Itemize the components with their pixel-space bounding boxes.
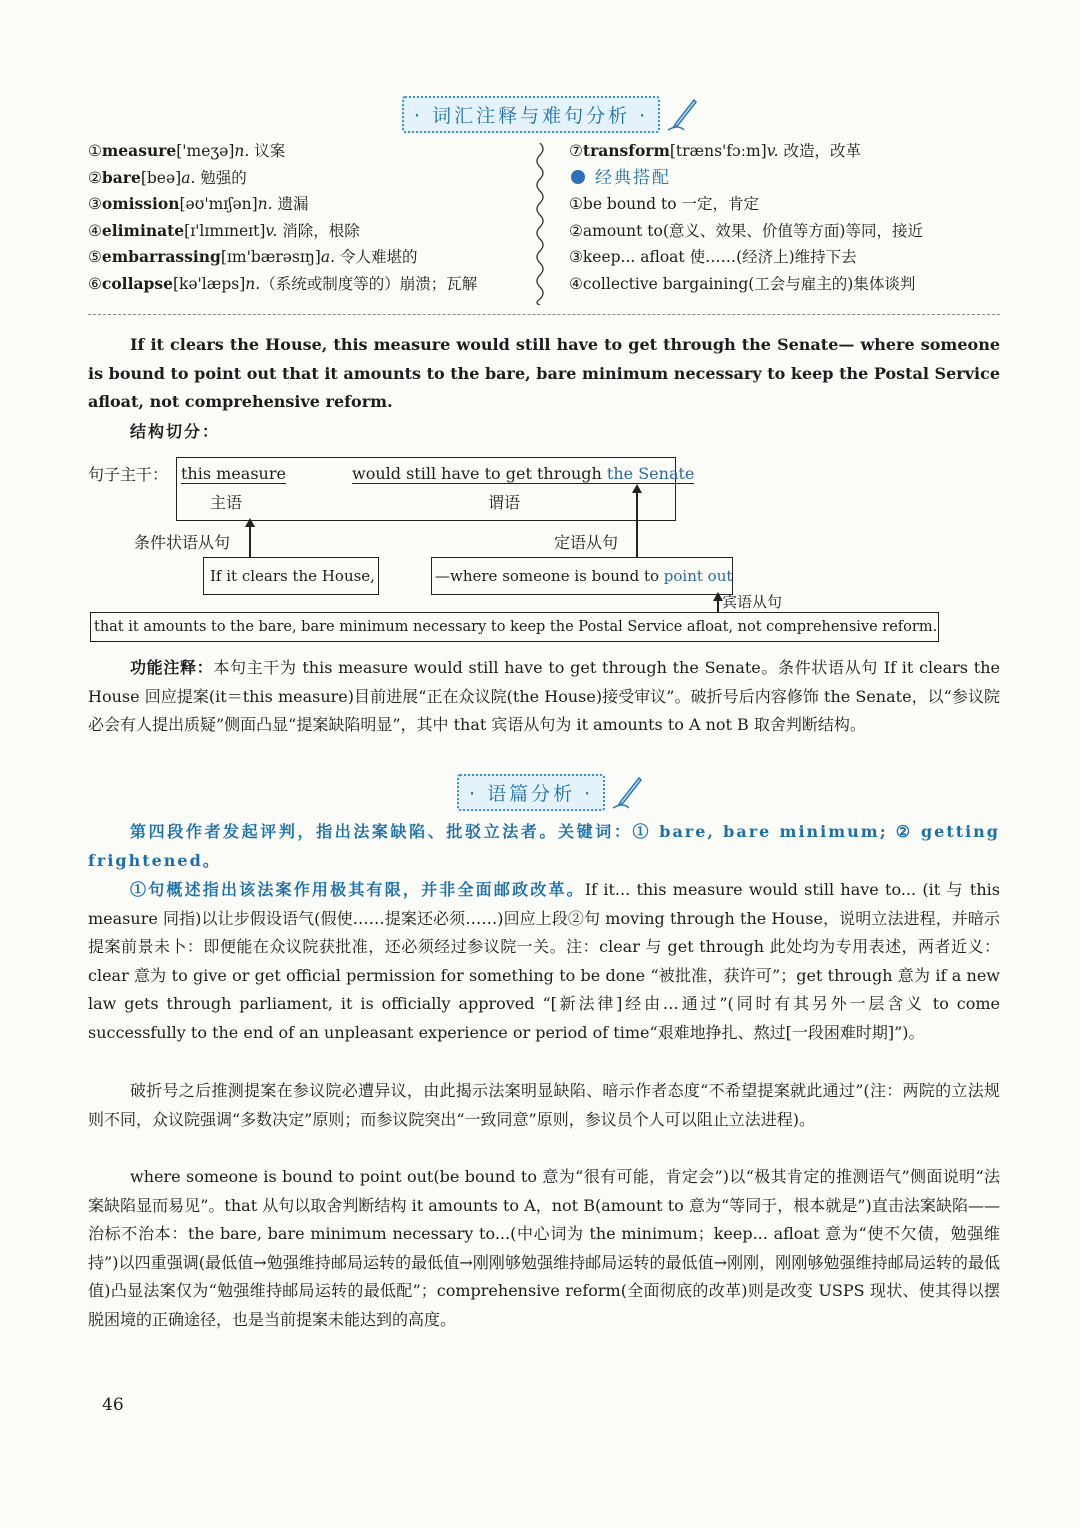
function-note-label: 功能注释： [130,658,214,677]
paragraph-analysis-2: 破折号之后推测提案在参议院必遭异议，由此揭示法案明显缺陷、暗示作者态度“不希望提案就此通过”(注：两院的立法规则不同，众议院强调“多数决定”原则；而参议院突出“一致同意”原则，参议员个人可以阻止立法进程)。 [88,1081,1000,1129]
bullet-dot-icon [571,170,585,184]
vocab-item: ②bare[beə]a. 勉强的 [88,167,247,187]
vocab-section-title: · 词汇注释与难句分析 · [402,96,660,133]
paragraph-analysis-3: where someone is bound to point out(be bound to 意为“很有可能，肯定会”)以“极其肯定的推测语气”侧面说明“法案缺陷显而易见”。that 从句以取舍判断结构 it amounts to A，not B(amount to 意为“等同于，根本就是”)直击法案缺陷——治标不治本：the bare, bare minimum necessary to...(中心词为 the minimum；keep... afloat 意为“使不欠债，勉强维持”)以四重强调(最低值→勉强维持邮局运转的最低值→刚刚够勉强维持邮局运转的最低值→刚刚，刚刚够勉强维持邮局运转的最低值)凸显法案仅为“勉强维持邮局运转的最低配”；comprehensive reform(全面彻底的改革)则是改变 USPS 现状、使其得以摆脱困境的正确途径，也是当前提案未能达到的高度。 [88,1167,1000,1329]
pen-icon [664,97,700,133]
paragraph-summary: 第四段作者发起评判，指出法案缺陷、批驳立法者。关键词：① bare, bare minimum; ② getting frightened。 [88,822,1000,870]
collocation-item: ①be bound to 一定，肯定 [569,195,759,214]
vocab-item: ⑥collapse[kə'læps]n.（系统或制度等的）崩溃；瓦解 [88,273,478,293]
page-number: 46 [102,1395,124,1415]
function-note [88,654,1000,740]
collocation-header [569,165,923,192]
cond-clause-label: 条件状语从句 [134,533,231,552]
main-clause-label: 句子主干： [88,465,169,484]
attr-clause-label: 定语从句 [554,533,619,552]
obj-clause-label: 宾语从句 [722,593,783,611]
cond-clause-box: If it clears the House, [203,557,379,595]
discourse-section-header [457,774,645,811]
obj-clause-box: that it amounts to the bare, bare minimum necessary to keep the Postal Service afloat, not comprehensive reform. [90,612,939,642]
arrow-up-icon [244,518,256,528]
vocab-list-left [88,138,477,298]
predicate-text: would still have to get through the Senate [352,464,695,483]
connector-line [636,487,638,557]
function-note-text: 本句主干为 this measure would still have to get through the Senate。条件状语从句 If it clears the House 回应提案(it＝this measure)目前进展“正在众议院(the House)接受审议”。破折号后内容修饰 the Senate，以“参议院必会有人提出质疑”侧面凸显“提案缺陷明显”，其中 that 宾语从句为 it amounts to A not B 取舍判断结构。 [88,658,1000,735]
vocab-item: ⑦transform[træns'fɔːm]v. 改造，改革 [569,141,861,160]
arrow-up-icon [631,484,643,494]
predicate-role: 谓语 [488,493,521,512]
dashed-divider [88,314,1000,315]
discourse-section-title: · 语篇分析 · [457,774,605,811]
key-sentence: If it clears the House, this measure would still have to get through the Senate— where someone is bound to point out that it amounts to the bare, bare minimum necessary to keep the Postal Service afloat, not comprehensive reform. [88,335,1000,412]
subject-text: this measure [181,464,286,483]
paragraph-analysis-1: ①句概述指出该法案作用极其有限，并非全面邮政改革。If it... this measure would still have to... (it 与 this measure 同指)以让步假设语气(假使……提案还必须……)回应上段②句 moving through the House，说明立法进程，并暗示提案前景未卜：即便能在众议院获批准，还必须经过参议院一关。注：clear 与 get through 此处均为专用表述，两者近义：clear 意为 to give or get official permission for something to be done “被批准，获许可”；get through 意为 if a new law gets through parliament, it is officially approved “[新法律]经由…通过”(同时有其另外一层含义 to come successfully to the end of an unpleasant experience or period of time“艰难地挣扎、熬过[一段困难时期]”)。 [88,880,1000,1042]
collocation-item: ④collective bargaining(工会与雇主的)集体谈判 [569,274,916,293]
vocab-item: ⑤embarrassing[ɪm'bærəsɪŋ]a. 令人难堪的 [88,247,418,267]
vocab-item: ①measure['meʒə]n. 议案 [88,141,286,160]
pen-icon [609,775,645,811]
vocab-list-right [569,138,923,298]
collocation-item: ③keep... afloat 使……(经济上)维持下去 [569,248,857,267]
vocab-item: ③omission[əʊ'mɪʃən]n. 遗漏 [88,194,309,214]
wavy-divider [530,143,550,305]
collocation-item: ②amount to(意义、效果、价值等方面)等同，接近 [569,221,923,240]
subject-role: 主语 [210,493,243,512]
attr-clause-box: —where someone is bound to point out [431,557,733,595]
vocab-item: ④eliminate[ɪ'lɪmɪneɪt]v. 消除，根除 [88,220,360,240]
collocation-title: 经典搭配 [595,167,671,188]
structure-heading: 结构切分： [130,422,221,441]
vocab-section-header [402,96,700,133]
